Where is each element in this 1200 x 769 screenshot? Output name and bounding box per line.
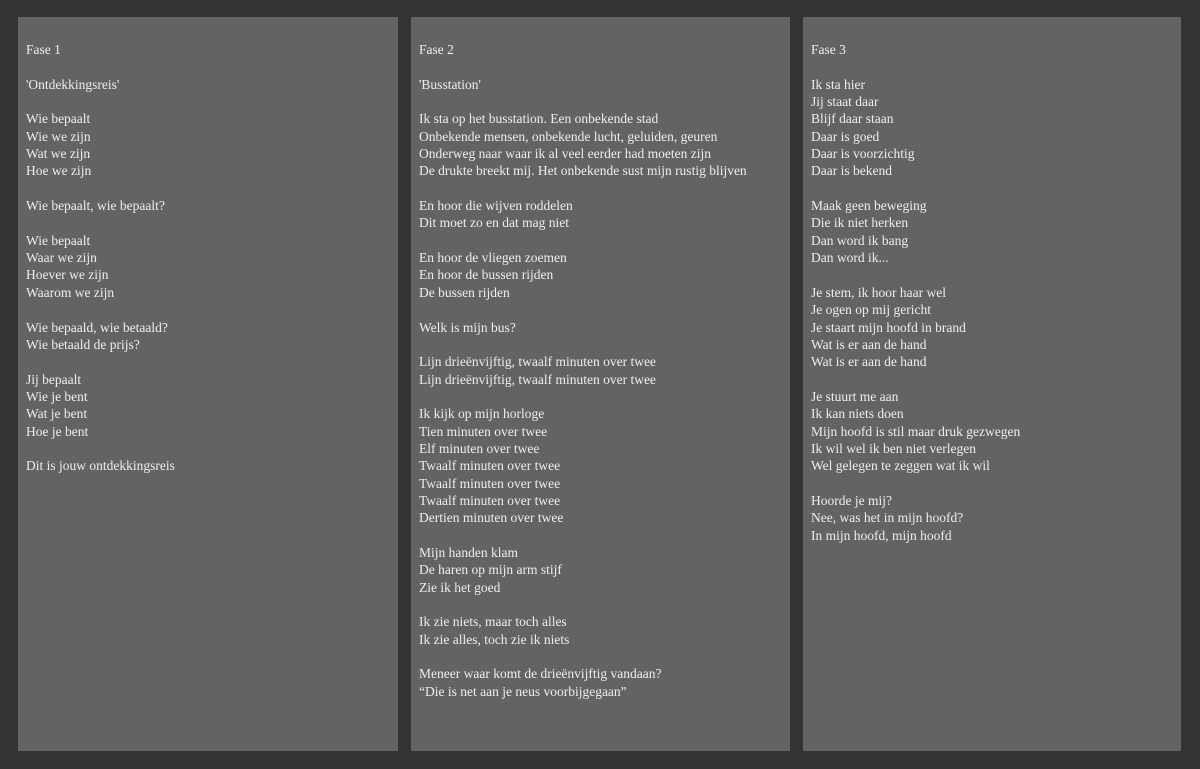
poem-line: Ik zie niets, maar toch alles [419, 614, 567, 630]
poem-line [26, 353, 398, 370]
poem-line: De haren op mijn arm stijf [419, 562, 562, 578]
poem-line: Wel gelegen te zeggen wat ik wil [811, 458, 990, 474]
poem-line [419, 93, 790, 110]
panel-fase-1 [18, 17, 398, 751]
panel-heading: Fase 3 [811, 42, 846, 57]
poem-line: 'Ontdekkingsreis' [26, 76, 120, 92]
poem-line: Onderweg naar waar ik al veel eerder had moeten zijn [419, 146, 711, 162]
poem-line: Wie betaald de prijs? [26, 336, 140, 352]
poem-line: Hoe je bent [26, 423, 89, 439]
poem-line: En hoor de vliegen zoemen [419, 250, 567, 266]
poem-line [419, 336, 790, 353]
poem-line: Ik kan niets doen [811, 406, 904, 422]
poem-line [419, 180, 790, 197]
poem-line: Twaalf minuten over twee [419, 492, 561, 508]
poem-line: Dit moet zo en dat mag niet [419, 215, 569, 231]
poem-line [419, 232, 790, 249]
poem-line [26, 93, 398, 110]
poem-line [419, 301, 790, 318]
poem-line: Meneer waar komt de drieënvijftig vandaan? [419, 666, 662, 682]
poem-line: Lijn drieënvijftig, twaalf minuten over twee [419, 371, 656, 387]
poem-line: Wie bepaalt, wie bepaalt? [26, 198, 165, 214]
poem-line [811, 371, 1181, 388]
poem-line: Je staart mijn hoofd in brand [811, 319, 966, 335]
poem-line: Je stem, ik hoor haar wel [811, 284, 946, 300]
poem-line [419, 388, 790, 405]
poem-line [26, 58, 398, 75]
poem-line: Maak geen beweging [811, 198, 927, 214]
poem-line: Dan word ik bang [811, 232, 909, 248]
poem-line: Ik sta hier [811, 76, 865, 92]
poem-line: Wat we zijn [26, 146, 91, 162]
poem-line: Daar is goed [811, 128, 880, 144]
poem-line: Daar is voorzichtig [811, 146, 915, 162]
poem-line: Dertien minuten over twee [419, 510, 564, 526]
poem-line: Hoever we zijn [26, 267, 109, 283]
poem-line: Blijf daar staan [811, 111, 894, 127]
poem-line: Wie we zijn [26, 128, 91, 144]
poem-line: “Die is net aan je neus voorbijgegaan” [419, 683, 627, 699]
poem-line: Waarom we zijn [26, 284, 115, 300]
poem-line [26, 214, 398, 231]
panel-fase-2 [411, 17, 790, 751]
poem-line: Mijn handen klam [419, 544, 518, 560]
poem-line: Dit is jouw ontdekkingsreis [26, 458, 175, 474]
poem-line [419, 648, 790, 665]
poem-line: Hoe we zijn [26, 163, 92, 179]
poem-line: Daar is bekend [811, 163, 892, 179]
poem-line [811, 475, 1181, 492]
poem-line [811, 180, 1181, 197]
poem-line: In mijn hoofd, mijn hoofd [811, 527, 952, 543]
poem-line: Zie ik het goed [419, 579, 501, 595]
poem-line [811, 266, 1181, 283]
poem-line: Twaalf minuten over twee [419, 458, 561, 474]
poem-line: Mijn hoofd is stil maar druk gezwegen [811, 423, 1021, 439]
poem-line: Jij bepaalt [26, 371, 82, 387]
poem-line: Onbekende mensen, onbekende lucht, geluiden, geuren [419, 128, 718, 144]
poem-line: Wat is er aan de hand [811, 354, 927, 370]
poem-line: 'Busstation' [419, 76, 481, 92]
poem-line: Wie bepaalt [26, 111, 91, 127]
poem-line: Wie bepaalt [26, 232, 91, 248]
poem-line: Elf minuten over twee [419, 440, 540, 456]
poem-line: De drukte breekt mij. Het onbekende sust mijn rustig blijven [419, 163, 747, 179]
poem-line: Wie bepaald, wie betaald? [26, 319, 168, 335]
poem-line: Dan word ik... [811, 250, 889, 266]
poem-line: Nee, was het in mijn hoofd? [811, 510, 964, 526]
poem-line: Waar we zijn [26, 250, 97, 266]
poem-line: Die ik niet herken [811, 215, 909, 231]
poem-line [26, 301, 398, 318]
poem-line: Welk is mijn bus? [419, 319, 516, 335]
panel-heading: Fase 1 [26, 42, 61, 57]
poem-line: Twaalf minuten over twee [419, 475, 561, 491]
poem-line: Je ogen op mij gericht [811, 302, 931, 318]
poem-line [811, 58, 1181, 75]
poem-line [419, 527, 790, 544]
poem-line: Ik sta op het busstation. Een onbekende stad [419, 111, 659, 127]
panel-heading: Fase 2 [419, 42, 454, 57]
poem-line: Ik zie alles, toch zie ik niets [419, 631, 570, 647]
poem-line: Wat je bent [26, 406, 88, 422]
poem-line: Lijn drieënvijftig, twaalf minuten over twee [419, 354, 656, 370]
poem-line [26, 440, 398, 457]
poem-line: Hoorde je mij? [811, 492, 892, 508]
poem-line: En hoor de bussen rijden [419, 267, 554, 283]
poem-line: Wie je bent [26, 388, 88, 404]
poem-line [419, 596, 790, 613]
poem-line: Tien minuten over twee [419, 423, 548, 439]
poem-line: Wat is er aan de hand [811, 336, 927, 352]
poem-line: En hoor die wijven roddelen [419, 198, 573, 214]
poem-line: Je stuurt me aan [811, 388, 899, 404]
poem-line [419, 58, 790, 75]
poem-line [26, 180, 398, 197]
poem-line: Jij staat daar [811, 94, 879, 110]
poem-line: De bussen rijden [419, 284, 510, 300]
poem-line: Ik wil wel ik ben niet verlegen [811, 440, 976, 456]
panel-fase-3 [803, 17, 1181, 751]
poem-line: Ik kijk op mijn horloge [419, 406, 545, 422]
